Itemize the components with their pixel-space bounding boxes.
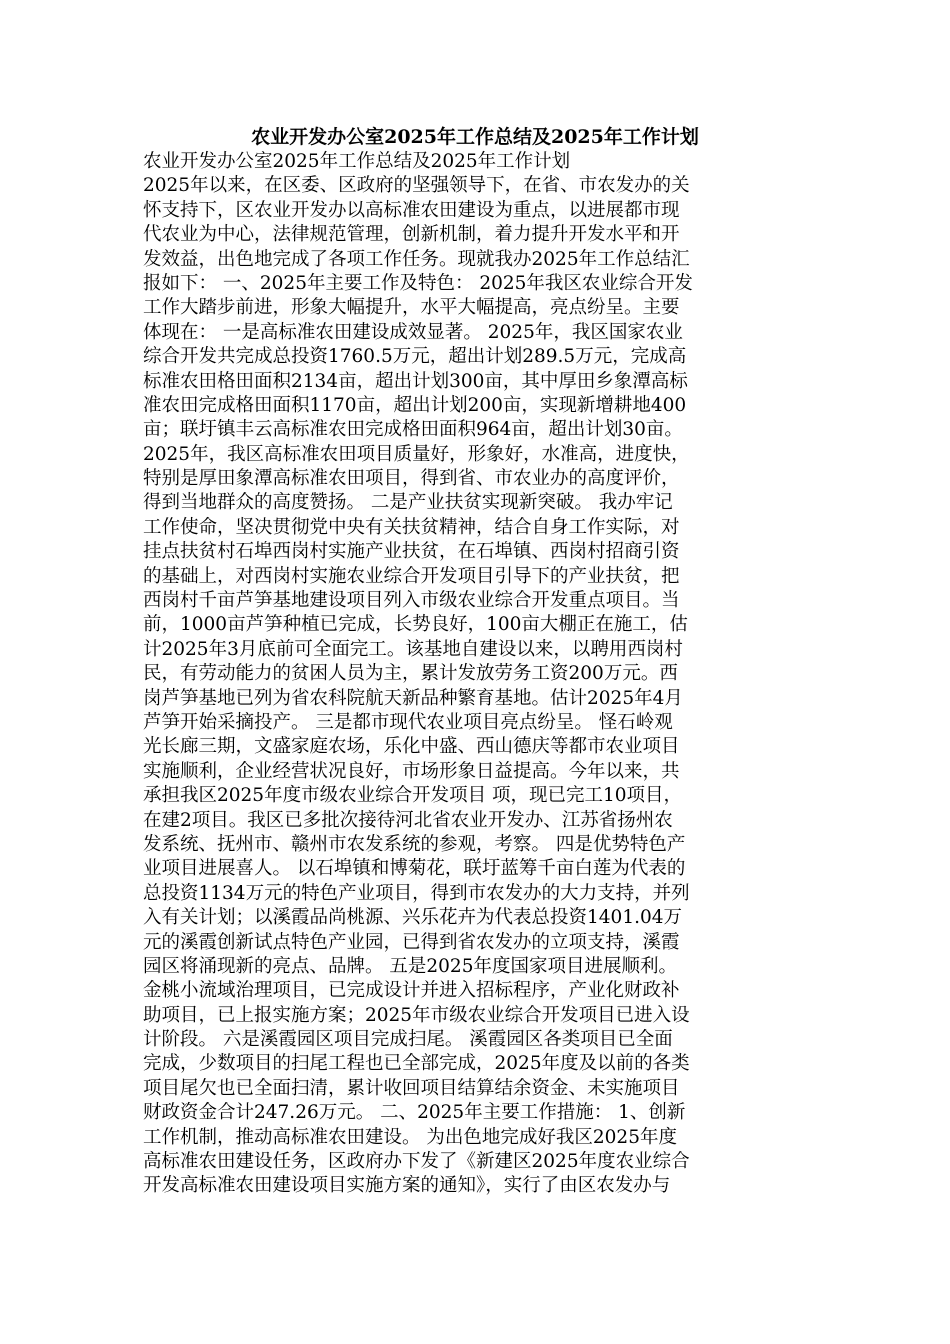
body-text-line: 怀支持下，区农业开发办以高标准农田建设为重点，以进展都市现 xyxy=(143,199,680,221)
body-text-line: 民，有劳动能力的贫困人员为主，累计发放劳务工资200万元。西 xyxy=(143,663,678,685)
body-text-line: 体现在： 一是高标准农田建设成效显著。 2025年，我区国家农业 xyxy=(143,321,683,343)
body-text-line: 得到当地群众的高度赞扬。 二是产业扶贫实现新突破。 我办牢记 xyxy=(143,492,673,514)
body-text-line: 挂点扶贫村石埠西岗村实施产业扶贫，在石埠镇、西岗村招商引资 xyxy=(143,541,680,563)
body-text-line: 工作使命，坚决贯彻党中央有关扶贫精神，结合自身工作实际，对 xyxy=(143,516,680,538)
body-text-line: 发效益，出色地完成了各项工作任务。现就我办2025年工作总结汇 xyxy=(143,248,690,270)
body-text-line: 特别是厚田象潭高标准农田项目，得到省、市农业办的高度评价， xyxy=(143,468,680,490)
body-text-line: 的基础上，对西岗村实施农业综合开发项目引导下的产业扶贫，把 xyxy=(143,565,680,587)
body-text-line: 岗芦笋基地已列为省农科院航天新品种繁育基地。估计2025年4月 xyxy=(143,687,683,709)
body-text-line: 前，1000亩芦笋种植已完成，长势良好，100亩大棚正在施工，估 xyxy=(143,614,688,636)
body-text-line: 金桃小流域治理项目，已完成设计并进入招标程序，产业化财政补 xyxy=(143,980,680,1002)
body-text-line: 计2025年3月底前可全面完工。该基地自建设以来，以聘用西岗村 xyxy=(143,638,683,660)
body-text-line: 2025年以来，在区委、区政府的坚强领导下，在省、市农发办的关 xyxy=(143,175,690,197)
body-text-line: 工作机制，推动高标准农田建设。 为出色地完成好我区2025年度 xyxy=(143,1126,677,1148)
body-text-line: 综合开发共完成总投资1760.5万元，超出计划289.5万元，完成高 xyxy=(143,346,687,368)
body-text-line: 财政资金合计247.26万元。 二、2025年主要工作措施： 1、创新 xyxy=(143,1102,686,1124)
body-text-line: 实施顺利，企业经营状况良好，市场形象日益提高。今年以来，共 xyxy=(143,760,680,782)
body-text-line: 总投资1134万元的特色产业项目，得到市农发办的大力支持，并列 xyxy=(143,882,690,904)
body-text-line: 发系统、抚州市、赣州市农发系统的参观，考察。 四是优势特色产 xyxy=(143,833,686,855)
body-text-line: 西岗村千亩芦笋基地建设项目列入市级农业综合开发重点项目。当 xyxy=(143,590,680,612)
document-subtitle-line: 农业开发办公室2025年工作总结及2025年工作计划 xyxy=(143,151,571,172)
body-text-line: 承担我区2025年度市级农业综合开发项目 项，现已完工10项目， xyxy=(143,785,683,807)
body-text-line: 工作大踏步前进，形象大幅提升，水平大幅提高，亮点纷呈。主要 xyxy=(143,297,680,319)
document-body xyxy=(143,150,823,1199)
body-text-line: 代农业为中心，法律规范管理，创新机制，着力提升开发水平和开 xyxy=(143,224,680,246)
body-text-line: 元的溪霞创新试点特色产业园，已得到省农发办的立项支持，溪霞 xyxy=(143,931,680,953)
body-text-line: 标准农田格田面积2134亩，超出计划300亩，其中厚田乡象潭高标 xyxy=(143,370,688,392)
body-text-line: 准农田完成格田面积1170亩，超出计划200亩，实现新增耕地400 xyxy=(143,394,687,416)
body-text-line: 完成，少数项目的扫尾工程也已全部完成，2025年度及以前的各类 xyxy=(143,1053,690,1075)
body-text-line: 报如下： 一、2025年主要工作及特色： 2025年我区农业综合开发 xyxy=(143,272,693,294)
body-text-line: 亩；联圩镇丰云高标准农田完成格田面积964亩，超出计划30亩。 xyxy=(143,419,683,441)
body-text-line: 园区将涌现新的亮点、品牌。 五是2025年度国家项目进展顺利。 xyxy=(143,955,677,977)
body-text-line: 高标准农田建设任务，区政府办下发了《新建区2025年度农业综合 xyxy=(143,1151,690,1173)
body-text-line: 项目尾欠也已全面扫清，累计收回项目结算结余资金、未实施项目 xyxy=(143,1077,680,1099)
document-title: 农业开发办公室2025年工作总结及2025年工作计划 xyxy=(251,126,699,148)
body-text-line: 助项目，已上报实施方案；2025年市级农业综合开发项目已进入设 xyxy=(143,1004,690,1026)
body-text-line: 芦笋开始采摘投产。 三是都市现代农业项目亮点纷呈。 怪石岭观 xyxy=(143,711,673,733)
body-text-line: 入有关计划；以溪霞品尚桃源、兴乐花卉为代表总投资1401.04万 xyxy=(143,907,683,929)
body-text-line: 业项目进展喜人。 以石埠镇和博菊花，联圩蓝筹千亩白莲为代表的 xyxy=(143,858,686,880)
body-text-line: 开发高标准农田建设项目实施方案的通知》，实行了由区农发办与 xyxy=(143,1175,671,1197)
body-text-line: 光长廊三期，文盛家庭农场，乐化中盛、西山德庆等都市农业项目 xyxy=(143,736,680,758)
body-text-line: 2025年，我区高标准农田项目质量好，形象好，水准高，进度快， xyxy=(143,443,690,465)
body-text-line: 计阶段。 六是溪霞园区项目完成扫尾。 溪霞园区各类项目已全面 xyxy=(143,1029,673,1051)
body-text-line: 在建2项目。我区已多批次接待河北省农业开发办、江苏省扬州农 xyxy=(143,809,673,831)
